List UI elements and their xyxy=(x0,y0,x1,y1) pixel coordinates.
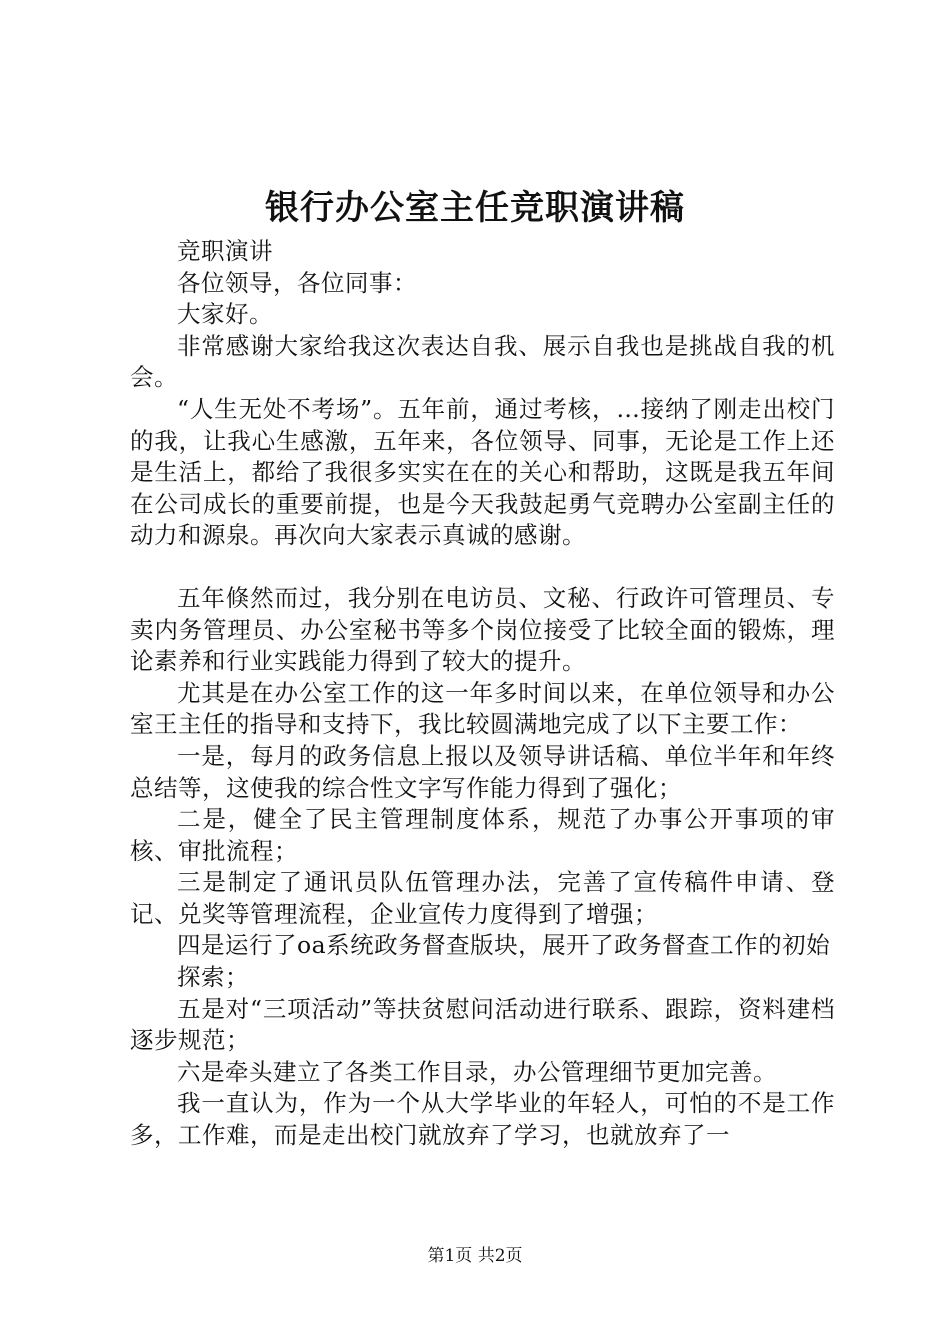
paragraph: 我一直认为，作为一个从大学毕业的年轻人，可怕的不是工作多，工作难，而是走出校门就放弃了学习，也就放弃了一 xyxy=(130,1089,835,1150)
paragraph-heading: 竞职演讲 xyxy=(177,237,273,265)
page-footer: 第1页 共2页 xyxy=(427,1246,523,1266)
paragraph: 四是运行了oa系统政务督查版块，展开了政务督查工作的初始 xyxy=(177,931,831,960)
paragraph: 三是制定了通讯员队伍管理办法，完善了宣传稿件申请、登记、兑奖等管理流程，企业宣传力度得到了增强； xyxy=(130,868,835,928)
paragraph: 非常感谢大家给我这次表达自我、展示自我也是挑战自我的机会。 xyxy=(130,331,835,392)
document-title: 银行办公室主任竞职演讲稿 xyxy=(265,188,685,228)
paragraph-salutation: 各位领导，各位同事： xyxy=(177,268,417,297)
paragraph: 探索； xyxy=(177,963,249,992)
paragraph: 尤其是在办公室工作的这一年多时间以来，在单位领导和办公室王主任的指导和支持下，我比较圆满地完成了以下主要工作： xyxy=(130,678,835,739)
paragraph: “人生无处不考场”。五年前，通过考核，…接纳了刚走出校门的我，让我心生感激，五年来，各位领导、同事，无论是工作上还是生活上，都给了我很多实实在在的关心和帮助，这既是我五年间在公司成长的重要前提，也是今天我鼓起勇气竞聘办公室副主任的动力和源泉。再次向大家表示真诚的感谢。 xyxy=(130,394,835,550)
paragraph: 五是对“三项活动”等扶贫慰问活动进行联系、跟踪，资料建档逐步规范； xyxy=(130,994,835,1055)
paragraph: 五年倏然而过，我分别在电访员、文秘、行政许可管理员、专卖内务管理员、办公室秘书等多个岗位接受了比较全面的锻炼，理论素养和行业实践能力得到了较大的提升。 xyxy=(130,583,835,676)
paragraph: 一是，每月的政务信息上报以及领导讲话稿、单位半年和年终总结等，这使我的综合性文字写作能力得到了强化； xyxy=(130,741,835,802)
document-body xyxy=(130,236,835,1152)
paragraph: 六是牵头建立了各类工作目录，办公管理细节更加完善。 xyxy=(177,1057,777,1086)
paragraph: 二是，健全了民主管理制度体系，规范了办事公开事项的审核、审批流程； xyxy=(130,805,835,865)
paragraph-greeting: 大家好。 xyxy=(177,300,273,329)
